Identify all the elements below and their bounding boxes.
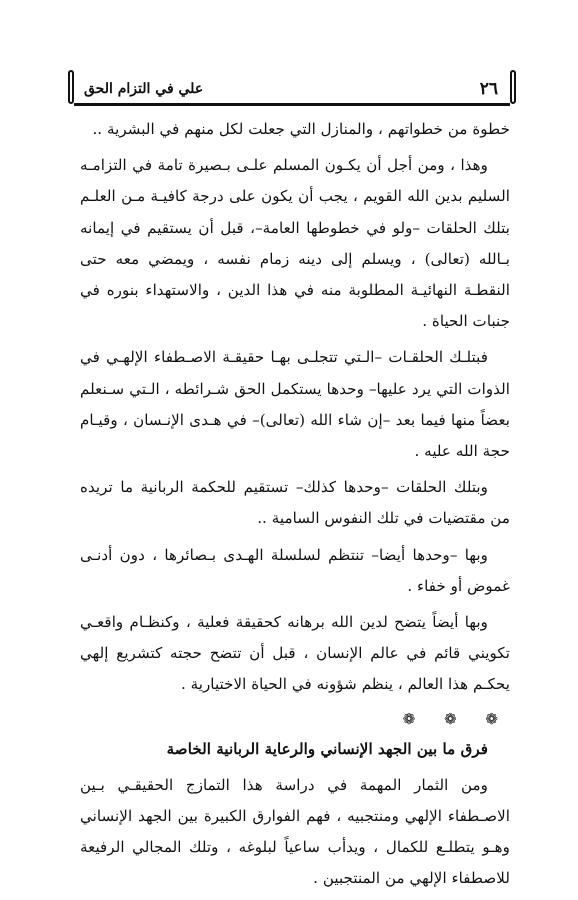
header-bracket-left <box>68 70 74 104</box>
section-heading: فرق ما بين الجهد الإنساني والرعاية الربانية الخاصة <box>166 739 488 758</box>
paragraph-3: فبتلـك الحلقـات –الـتي تتجلـى بهـا حقيقـة الاصـطفاء الإلهـي في الذوات التي يرد عليها– وحدها يستكمل الحق شـرائطه ، الـتي سـنعلم بعضاً منها فيما بعد –إن شاء الله (تعالى)– في هـدى الإنـسان ، وقيـام حجة الله عليه . <box>80 348 510 461</box>
paragraph-6: وبها أيضاً يتضح لدين الله برهانه كحقيقة فعلية ، وكنظـام واقعـي تكويني قائم في عالم الإنسان ، قبل أن تتضح حجته كتشريع إلهي يحكـم هذا العالم ، ينظم شؤونه في الحياة الاختيارية . <box>80 613 510 694</box>
running-header <box>74 76 510 106</box>
paragraph-1: خطوة من خطواتهم ، والمنازل التي جعلت لكل منهم في البشرية .. <box>92 120 510 138</box>
header-rule <box>74 103 510 106</box>
running-title: علي في التزام الحق <box>84 81 204 97</box>
paragraph-7: ومن الثمار المهمة في دراسة هذا التمازج الحقيقـي بـين الاصـطفاء الإلهي ومنتجبيه ، فهم الفوارق الكبيرة بين الجهد الإنساني وهـو يتطلـع للكمال ، ويدأب ساعياً لبلوغه ، وتلك المجالي الرفيعة للاصطفاء الإلهي من المنتجبين . <box>80 775 510 888</box>
page-number: ٢٦ <box>479 79 498 99</box>
paragraph-2: وهذا ، ومن أجل أن يكـون المسلم علـى بـصيرة تامة في التزامـه السليم بدين الله القويم ، يجب أن يكون على درجة كافيـة مـن العلـم بتلك الحلقات –ولو في خطوطها العامة–، قبل أن يستقيم في إيمانه بـالله (تعالى) ، ويسلم إلى دينه زمام نفسه ، ويمضي معه حتى النقطـة النهائيـة المطلوبة منه في هذا الدين ، والاستهداء بنوره في جنبات الحياة . <box>80 156 510 331</box>
paragraph-4: وبتلك الحلقات –وحدها كذلك– تستقيم للحكمة الربانية ما تريده من مقتضيات في تلك النفوس السامية .. <box>80 478 510 528</box>
paragraph-5: وبها –وحدها أيضا– تنتظم لسلسلة الهـدى بـصائرها ، دون أدنـى غموض أو خفاء . <box>80 545 510 595</box>
body-text <box>80 114 510 900</box>
header-bracket-right <box>510 70 516 104</box>
section-ornaments: ❁ ❁ ❁ <box>402 709 510 728</box>
